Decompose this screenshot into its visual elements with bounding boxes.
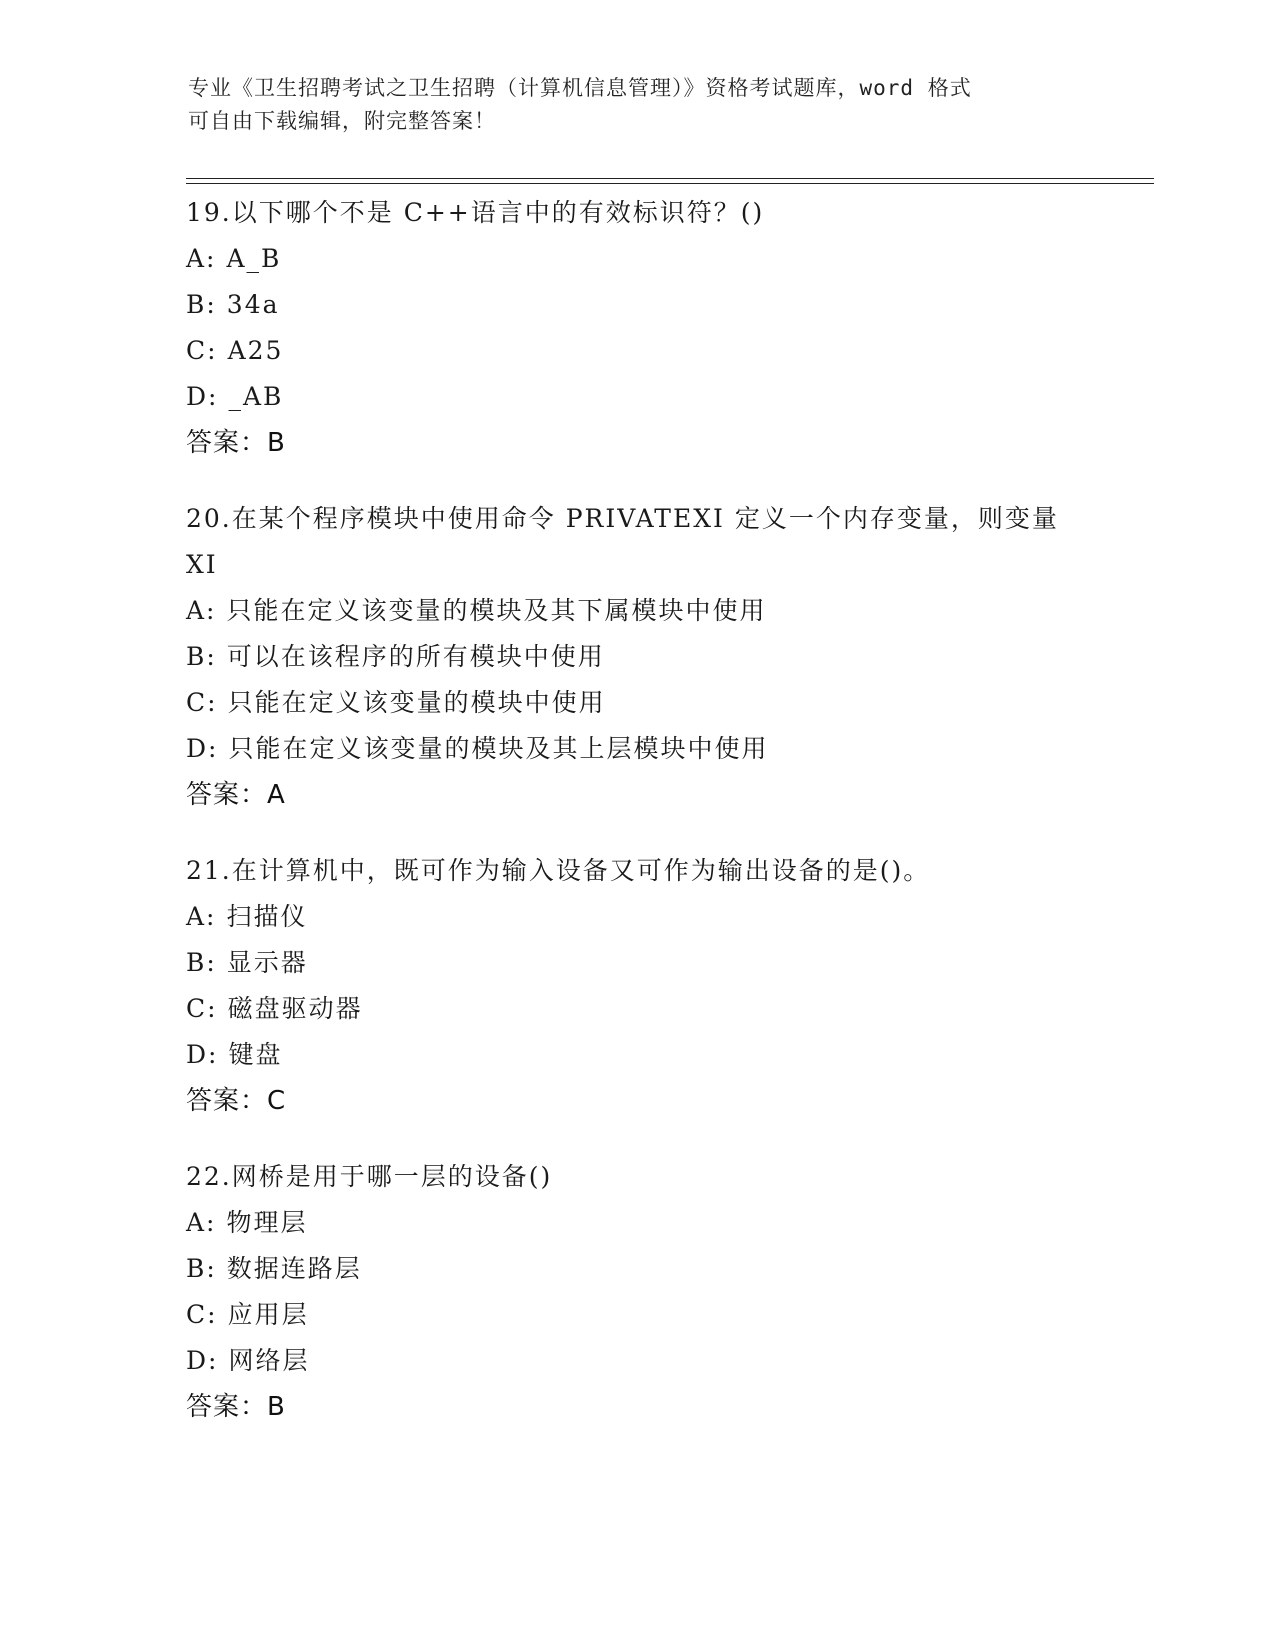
option-c xyxy=(186,680,1146,726)
answer-line: 答案：A xyxy=(186,780,286,810)
option-text: 只能在定义该变量的模块中使用 xyxy=(227,688,606,717)
option-c xyxy=(186,986,1146,1032)
option-d xyxy=(186,1338,1146,1384)
option-prefix: C: xyxy=(186,688,218,717)
option-prefix: C: xyxy=(186,994,218,1023)
option-c xyxy=(186,1292,1146,1338)
option-b xyxy=(186,940,1146,986)
option-a xyxy=(186,1200,1146,1246)
header-divider-bottom xyxy=(186,183,1154,184)
option-a xyxy=(186,236,1146,282)
option-text: _AB xyxy=(228,382,284,411)
option-prefix: D: xyxy=(186,1040,219,1069)
option-a xyxy=(186,894,1146,940)
option-prefix: B: xyxy=(186,642,217,671)
option-text: 数据连路层 xyxy=(226,1254,362,1283)
option-text: 可以在该程序的所有模块中使用 xyxy=(226,642,605,671)
option-text: 磁盘驱动器 xyxy=(227,994,363,1023)
option-prefix: A: xyxy=(186,902,217,931)
question-block xyxy=(186,190,1146,466)
option-prefix: D: xyxy=(186,734,219,763)
option-prefix: A: xyxy=(186,596,217,625)
option-a xyxy=(186,588,1146,634)
header-line-1: 专业《卫生招聘考试之卫生招聘（计算机信息管理）》资格考试题库，word 格式 xyxy=(188,76,972,100)
option-text: 扫描仪 xyxy=(226,902,308,931)
option-text: A25 xyxy=(227,336,284,365)
option-prefix: B: xyxy=(186,948,217,977)
option-b xyxy=(186,634,1146,680)
option-d xyxy=(186,726,1146,772)
option-text: 物理层 xyxy=(226,1208,308,1237)
option-prefix: B: xyxy=(186,290,217,319)
header-divider-top xyxy=(186,178,1154,179)
option-prefix: B: xyxy=(186,1254,217,1283)
answer-line: 答案：B xyxy=(186,1392,286,1422)
question-block xyxy=(186,1154,1146,1430)
question-list xyxy=(186,190,1146,1460)
option-text: 只能在定义该变量的模块及其上层模块中使用 xyxy=(228,734,769,763)
option-prefix: D: xyxy=(186,382,219,411)
option-b xyxy=(186,282,1146,328)
question-stem: 21.在计算机中，既可作为输入设备又可作为输出设备的是()。 xyxy=(186,856,931,885)
answer-line: 答案：B xyxy=(186,428,286,458)
question-stem: 22.网桥是用于哪一层的设备() xyxy=(186,1162,553,1191)
option-c xyxy=(186,328,1146,374)
option-prefix: D: xyxy=(186,1346,219,1375)
question-stem-continued: XI xyxy=(186,550,218,579)
question-stem: 20.在某个程序模块中使用命令 PRIVATEXI 定义一个内存变量，则变量 xyxy=(186,504,1059,533)
option-text: 应用层 xyxy=(227,1300,309,1329)
question-block xyxy=(186,496,1146,818)
header-line-2: 可自由下载编辑，附完整答案！ xyxy=(188,109,496,133)
option-prefix: C: xyxy=(186,336,218,365)
option-text: 只能在定义该变量的模块及其下属模块中使用 xyxy=(226,596,767,625)
option-text: 网络层 xyxy=(228,1346,310,1375)
question-block xyxy=(186,848,1146,1124)
question-stem: 19.以下哪个不是 C++语言中的有效标识符？() xyxy=(186,198,765,227)
option-text: 键盘 xyxy=(228,1040,283,1069)
answer-line: 答案：C xyxy=(186,1086,287,1116)
option-text: A_B xyxy=(226,244,282,273)
option-prefix: C: xyxy=(186,1300,218,1329)
option-d xyxy=(186,1032,1146,1078)
option-d xyxy=(186,374,1146,420)
option-text: 34a xyxy=(226,290,280,319)
option-b xyxy=(186,1246,1146,1292)
option-prefix: A: xyxy=(186,244,217,273)
option-text: 显示器 xyxy=(226,948,308,977)
document-header xyxy=(188,72,1088,138)
option-prefix: A: xyxy=(186,1208,217,1237)
